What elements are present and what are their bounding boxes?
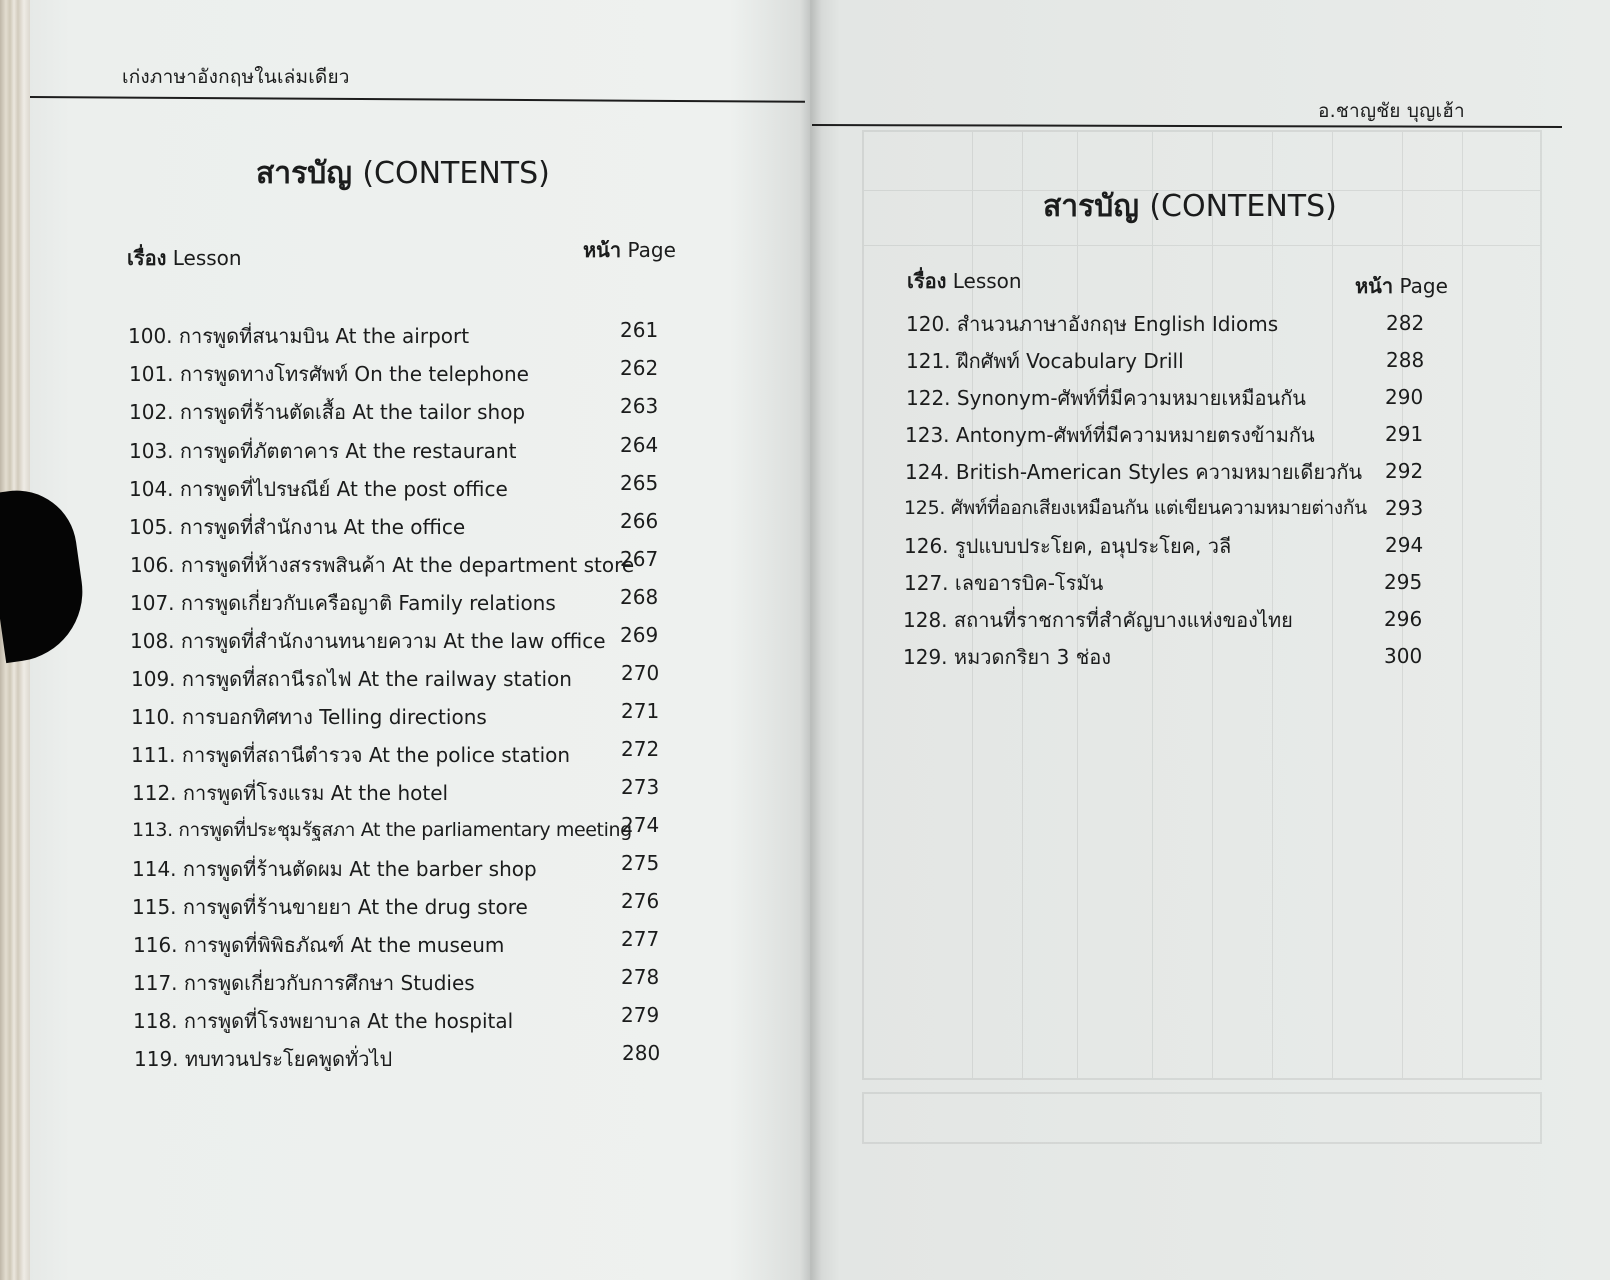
toc-entry: 128. สถานที่ราชการที่สำคัญบางแห่งของไทย — [903, 608, 1293, 632]
toc-page-number: 274 — [621, 813, 660, 837]
toc-entry: 118. การพูดที่โรงพยาบาล At the hospital — [133, 1009, 514, 1033]
toc-page-number: 279 — [621, 1003, 660, 1027]
toc-page-number: 264 — [620, 433, 659, 457]
toc-entry: 123. Antonym-ศัพท์ที่มีความหมายตรงข้ามกัน — [905, 423, 1315, 447]
toc-page-number: 275 — [621, 851, 660, 875]
col-lesson-en: Lesson — [952, 269, 1022, 293]
toc-entry: 121. ฝึกศัพท์ Vocabulary Drill — [906, 349, 1184, 373]
toc-entry: 126. รูปแบบประโยค, อนุประโยค, วลี — [904, 534, 1232, 558]
toc-page-number: 270 — [621, 661, 660, 685]
toc-page-number: 272 — [621, 737, 660, 761]
title-thai: สารบัญ — [256, 156, 352, 191]
book-gutter — [800, 0, 822, 1280]
toc-page-number: 282 — [1386, 311, 1425, 335]
toc-page-number: 262 — [620, 356, 659, 380]
toc-page-number: 291 — [1385, 422, 1424, 446]
toc-entry: 117. การพูดเกี่ยวกับการศึกษา Studies — [133, 971, 475, 995]
toc-entry: 102. การพูดที่ร้านตัดเสื้อ At the tailor shop — [129, 400, 526, 424]
toc-entry: 112. การพูดที่โรงแรม At the hotel — [132, 781, 449, 805]
toc-entry: 129. หมวดกริยา 3 ช่อง — [903, 645, 1112, 669]
toc-entry: 106. การพูดที่ห้างสรรพสินค้า At the department store — [130, 553, 635, 577]
toc-page-number: 267 — [620, 547, 659, 571]
toc-entry: 124. British-American Styles ความหมายเดียวกัน — [905, 460, 1363, 484]
toc-entry: 111. การพูดที่สถานีตำรวจ At the police station — [131, 743, 571, 767]
column-heading-page — [583, 234, 676, 266]
running-head-right: อ.ชาญชัย บุญเฮ้า — [1318, 100, 1465, 122]
toc-entry: 122. Synonym-ศัพท์ที่มีความหมายเหมือนกัน — [906, 386, 1306, 410]
toc-entry: 114. การพูดที่ร้านตัดผม At the barber shop — [132, 857, 537, 881]
toc-page-number: 278 — [621, 965, 660, 989]
toc-page-number: 292 — [1385, 459, 1424, 483]
toc-entry: 103. การพูดที่ภัตตาคาร At the restaurant — [129, 439, 517, 463]
col-lesson-thai: เรื่อง — [907, 269, 947, 293]
toc-entry: 109. การพูดที่สถานีรถไฟ At the railway station — [131, 667, 572, 691]
col-lesson-en: Lesson — [172, 246, 242, 270]
col-page-en: Page — [1399, 274, 1448, 298]
toc-page-number: 273 — [621, 775, 660, 799]
column-heading-lesson — [127, 242, 242, 274]
page-title-left — [256, 150, 550, 197]
toc-page-number: 280 — [622, 1041, 661, 1065]
title-latin: (CONTENTS) — [362, 156, 550, 191]
toc-page-number: 295 — [1384, 570, 1423, 594]
col-page-thai: หน้า — [1355, 274, 1394, 298]
toc-page-number: 294 — [1385, 533, 1424, 557]
toc-entry: 101. การพูดทางโทรศัพท์ On the telephone — [129, 362, 529, 386]
toc-entry: 107. การพูดเกี่ยวกับเครือญาติ Family relations — [130, 591, 556, 615]
toc-page-number: 266 — [620, 509, 659, 533]
toc-entry: 125. ศัพท์ที่ออกเสียงเหมือนกัน แต่เขียนความหมายต่างกัน — [904, 497, 1367, 519]
title-thai: สารบัญ — [1043, 189, 1139, 224]
running-head-left: เก่งภาษาอังกฤษในเล่มเดียว — [122, 66, 350, 88]
col-page-en: Page — [627, 238, 676, 262]
toc-page-number: 263 — [620, 394, 659, 418]
toc-page-number: 277 — [621, 927, 660, 951]
title-latin: (CONTENTS) — [1149, 189, 1337, 224]
toc-page-number: 271 — [621, 699, 660, 723]
toc-entry: 104. การพูดที่ไปรษณีย์ At the post office — [129, 477, 508, 501]
toc-page-number: 300 — [1384, 644, 1423, 668]
column-heading-page — [1355, 270, 1448, 302]
toc-page-number: 290 — [1385, 385, 1424, 409]
toc-entry: 113. การพูดที่ประชุมรัฐสภา At the parliamentary meeting — [132, 819, 632, 841]
toc-entry: 127. เลขอารบิค-โรมัน — [904, 571, 1104, 595]
toc-page-number: 288 — [1386, 348, 1425, 372]
toc-entry: 119. ทบทวนประโยคพูดทั่วไป — [134, 1047, 393, 1071]
toc-page-number: 268 — [620, 585, 659, 609]
toc-entry: 108. การพูดที่สำนักงานทนายความ At the law office — [130, 629, 606, 653]
toc-entry: 105. การพูดที่สำนักงาน At the office — [129, 515, 466, 539]
toc-page-number: 296 — [1384, 607, 1423, 631]
toc-entry: 116. การพูดที่พิพิธภัณฑ์ At the museum — [133, 933, 505, 957]
toc-entry: 110. การบอกทิศทาง Telling directions — [131, 705, 487, 729]
toc-entry: 115. การพูดที่ร้านขายยา At the drug store — [132, 895, 528, 919]
toc-entry: 120. สำนวนภาษาอังกฤษ English Idioms — [906, 312, 1279, 336]
toc-page-number: 276 — [621, 889, 660, 913]
col-page-thai: หน้า — [583, 238, 622, 262]
toc-page-number: 293 — [1385, 496, 1424, 520]
column-heading-lesson — [907, 265, 1022, 297]
toc-page-number: 265 — [620, 471, 659, 495]
page-title-right — [1043, 183, 1337, 230]
toc-page-number: 269 — [620, 623, 659, 647]
toc-page-number: 261 — [620, 318, 659, 342]
toc-entry: 100. การพูดที่สนามบิน At the airport — [128, 324, 470, 348]
col-lesson-thai: เรื่อง — [127, 246, 167, 270]
